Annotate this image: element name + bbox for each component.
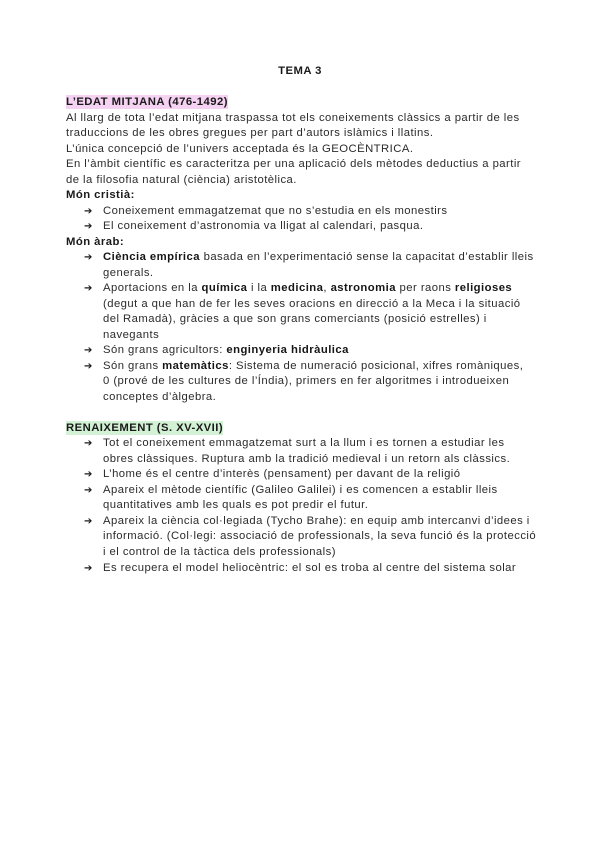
arrow-bullet-icon: ➔ <box>84 469 93 481</box>
bullet-text: Són grans <box>103 359 163 372</box>
arrow-bullet-icon: ➔ <box>84 515 93 527</box>
section-heading <box>66 421 566 437</box>
list-item <box>66 561 566 577</box>
bullet-text: Apareix la ciència col·legiada (Tycho Brahe): en equip amb intercanvi d’idees i <box>103 514 530 527</box>
arrow-bullet-icon: ➔ <box>84 562 93 574</box>
bullet-text: generals. <box>103 266 154 279</box>
list-item <box>66 359 566 406</box>
bullet-text: per raons <box>395 282 455 295</box>
bullet-text: , <box>323 282 331 295</box>
bullet-text: Són grans agricultors: <box>103 344 227 357</box>
bullet-line <box>66 374 566 390</box>
bullet-line <box>66 514 566 530</box>
subheading-mon-arab: Món àrab: <box>66 235 125 248</box>
bold-term: astronomia <box>330 282 396 295</box>
bullet-text: (degut a que han de fer les seves oracions en direcció a la Meca i la situació <box>103 297 521 310</box>
list-item <box>66 204 566 220</box>
bullet-line <box>66 343 566 359</box>
list-item <box>66 219 566 235</box>
heading-highlight: L’EDAT MITJANA (476-1492) <box>66 96 228 109</box>
bullet-line <box>66 219 566 235</box>
bullet-line <box>66 561 566 577</box>
bullet-text: navegants <box>103 328 160 341</box>
bullet-line <box>66 483 566 499</box>
arrow-bullet-icon: ➔ <box>84 360 93 372</box>
bullet-text: obres clàssiques. Ruptura amb la tradició medieval i un retorn als clàssics. <box>103 452 511 465</box>
bullet-line <box>66 312 566 328</box>
list-item <box>66 343 566 359</box>
bullet-line <box>66 204 566 220</box>
bullet-text: conceptes d’àlgebra. <box>103 390 217 403</box>
bullet-line <box>66 266 566 282</box>
bullet-text: 0 (prové de les cultures de l’Índia), primers en fer algoritmes i introdueixen <box>103 375 510 388</box>
section-renaixement <box>66 421 566 576</box>
list-item <box>66 467 566 483</box>
arrow-bullet-icon: ➔ <box>84 221 93 233</box>
bullet-line <box>66 498 566 514</box>
paragraph-line: En l’àmbit científic es caracteritza per una aplicació dels mètodes deductius a partir <box>66 158 522 171</box>
bold-term: química <box>201 282 248 295</box>
paragraph-line: traduccions de les obres gregues per part d’autors islàmics i llatins. <box>66 127 434 140</box>
bullet-text: L’home és el centre d’interès (pensament) per davant de la religió <box>103 468 461 481</box>
paragraph-line: Al llarg de tota l’edat mitjana traspassa tot els coneixements clàssics a partir de les <box>66 111 520 124</box>
bullet-text: Tot el coneixement emmagatzemat surt a la llum i es tornen a estudiar les <box>103 437 505 450</box>
document-body <box>66 95 566 576</box>
bullet-text: i la <box>247 282 271 295</box>
bullet-text: del Ramadà), gràcies a que son grans comerciants (posició estrelles) i <box>103 313 487 326</box>
arrow-bullet-icon: ➔ <box>84 484 93 496</box>
bullet-line <box>66 452 566 468</box>
list-item <box>66 436 566 467</box>
list-item <box>66 250 566 281</box>
heading-highlight: RENAIXEMENT (S. XV-XVII) <box>66 421 224 434</box>
bullet-text: i el control de la tàctica dels professionals) <box>103 546 336 558</box>
bullet-text: Coneixement emmagatzemat que no s’estudia en els monestirs <box>103 204 448 217</box>
bullet-text: quantitatives amb les quals es pot predir el futur. <box>103 499 369 512</box>
bullet-line <box>66 359 566 375</box>
bullet-line <box>66 297 566 313</box>
paragraph-line: L’única concepció de l’univers acceptada és la GEOCÈNTRICA. <box>66 142 414 155</box>
arrow-bullet-icon: ➔ <box>84 205 93 217</box>
bullet-line <box>66 250 566 266</box>
bullet-text: Es recupera el model heliocèntric: el sol es troba al centre del sistema solar <box>103 561 517 574</box>
bullet-text: informació. (Col·legi: associació de professionals, la seva funció és la protecció <box>103 530 537 543</box>
bold-term: medicina <box>270 282 324 295</box>
page-title: TEMA 3 <box>278 65 322 77</box>
bold-term: enginyeria hidràulica <box>226 344 349 357</box>
section-heading <box>66 95 566 111</box>
arrow-bullet-icon: ➔ <box>84 283 93 295</box>
blank-line <box>66 405 566 421</box>
bullet-text: Apareix el mètode científic (Galileo Galilei) i es comencen a establir lleis <box>103 483 498 496</box>
bullet-line <box>66 545 566 561</box>
bullet-text: basada en l’experimentació sense la capacitat d’establir lleis <box>200 251 534 264</box>
bullet-line <box>66 467 566 483</box>
bullet-line <box>66 328 566 344</box>
bullet-line <box>66 281 566 297</box>
bullet-text: El coneixement d’astronomia va lligat al calendari, pasqua. <box>103 220 424 233</box>
section-edat-mitjana <box>66 95 566 405</box>
bullet-line <box>66 529 566 545</box>
bullet-text: : Sistema de numeració posicional, xifres romàniques, <box>228 359 524 372</box>
paragraph-line: de la filosofia natural (ciència) aristotèlica. <box>66 173 297 186</box>
arrow-bullet-icon: ➔ <box>84 345 93 357</box>
arrow-bullet-icon: ➔ <box>84 252 93 264</box>
list-item <box>66 281 566 343</box>
bullet-text: Aportacions en la <box>103 282 202 295</box>
bold-term: matemàtics <box>162 359 229 372</box>
bold-term: religioses <box>454 282 513 295</box>
list-item <box>66 483 566 514</box>
subheading-mon-cristia: Món cristià: <box>66 189 135 202</box>
list-item <box>66 514 566 561</box>
bold-term: Ciència empírica <box>103 251 200 264</box>
arrow-bullet-icon: ➔ <box>84 438 93 450</box>
bullet-line <box>66 436 566 452</box>
bullet-line <box>66 390 566 406</box>
